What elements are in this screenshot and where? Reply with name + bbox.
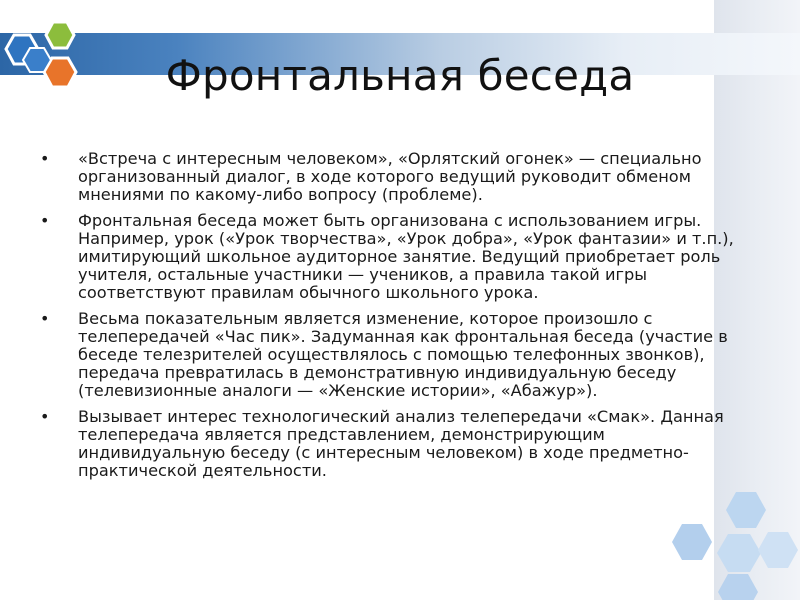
bullet-text: Весьма показательным является изменение, которое произошло с телепередачей «Час пик». Задуманная как фронтальная беседа (участие в беседе телезрителей осуществлялось с помощью телефонных звонков), передача превратилась в демонстративную индивидуальную беседу (телевизионные аналоги — «Женские истории», «Абажур»).: [78, 309, 728, 400]
bullet-marker: •: [40, 407, 50, 426]
bullet-item: [40, 212, 752, 302]
bullet-list: [40, 150, 752, 488]
hex-green-icon: [46, 22, 74, 48]
bullet-item: [40, 408, 752, 480]
hex-cluster-top-icon: [726, 492, 766, 528]
bullet-marker: •: [40, 149, 50, 168]
hex-cluster-bottom-icon: [718, 574, 758, 600]
bullet-text: Фронтальная беседа может быть организована с использованием игры. Например, урок («Урок творчества», «Урок добра», «Урок фантазии» и т.п.), имитирующий школьное аудиторное занятие. Ведущий приобретает роль учителя, остальные участники — учеников, а правила такой игры соответствуют правилам обычного школьного урока.: [78, 211, 734, 302]
bullet-marker: •: [40, 211, 50, 230]
hex-cluster-left-icon: [672, 524, 712, 560]
bullet-text: Вызывает интерес технологический анализ телепередачи «Смак». Данная телепередача является представлением, демонстрирующим индивидуальную беседу (с интересным человеком) в ходе предметно-практической деятельности.: [78, 407, 724, 480]
hex-cluster-right-icon: [758, 532, 798, 568]
hex-cluster-mid-icon: [717, 534, 761, 572]
bullet-item: [40, 310, 752, 400]
hexagon-cluster-icon: [668, 486, 800, 600]
bullet-item: [40, 150, 752, 204]
slide-title: Фронтальная беседа: [165, 51, 635, 100]
bullet-text: «Встреча с интересным человеком», «Орлятский огонек» — специально организованный диалог, в ходе которого ведущий руководит обменом мнениями по какому-либо вопросу (проблеме).: [78, 149, 702, 204]
bullet-marker: •: [40, 309, 50, 328]
